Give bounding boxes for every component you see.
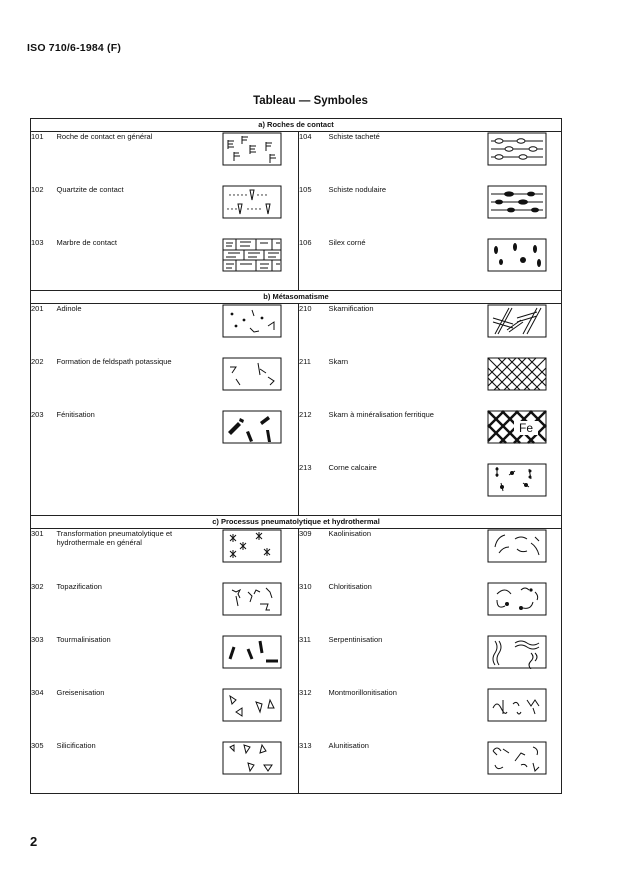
symbol-box — [207, 410, 299, 463]
symbol-box — [474, 132, 562, 185]
symbol-code: 305 — [31, 741, 57, 794]
contact-marble-icon — [222, 238, 282, 272]
adinole-icon — [222, 304, 282, 338]
silicification-icon — [222, 741, 282, 775]
symbol-code: 302 — [31, 582, 57, 635]
table-row — [31, 304, 562, 357]
symbol-label: Alunitisation — [328, 740, 369, 750]
potassic-feldspar-icon — [222, 357, 282, 391]
symbol-code: 310 — [299, 581, 312, 591]
skarnification-icon — [487, 304, 547, 338]
symbol-box — [207, 582, 299, 635]
symbol-code — [31, 463, 57, 516]
symbol-label: Tourmalinisation — [56, 634, 111, 644]
symbol-box — [207, 357, 299, 410]
symbol-box — [474, 238, 562, 291]
symbol-code: 212 — [299, 409, 312, 419]
symbol-code: 309 — [299, 529, 312, 538]
table-row — [31, 582, 562, 635]
symbol-label: Skarn — [328, 356, 349, 366]
fenitisation-icon — [222, 410, 282, 444]
symbol-box — [207, 132, 299, 185]
symbol-box — [474, 635, 562, 688]
topazification-icon — [222, 582, 282, 616]
symbol-box — [474, 304, 562, 357]
table-row — [31, 529, 562, 582]
symbol-box — [207, 185, 299, 238]
symbol-label: Serpentinisation — [328, 634, 383, 644]
page-number: 2 — [30, 834, 38, 849]
ferritic-skarn-icon — [487, 410, 547, 444]
symbol-box — [474, 582, 562, 635]
symbol-code: 203 — [31, 410, 57, 463]
spotted-schist-icon — [487, 132, 547, 166]
chloritisation-icon — [487, 582, 547, 616]
alunitisation-icon — [487, 741, 547, 775]
symbol-label: Adinole — [56, 304, 82, 313]
symbol-box — [474, 410, 562, 463]
symbol-label: Corne calcaire — [328, 462, 377, 472]
document-header: ISO 710/6-1984 (F) — [27, 42, 122, 54]
symbol-code: 210 — [299, 304, 312, 313]
symbol-code: 103 — [31, 238, 57, 291]
calc-hornfels-icon — [487, 463, 547, 497]
symbol-box — [207, 304, 299, 357]
symbol-code: 303 — [31, 635, 57, 688]
symbol-label: Transformation pneumatolytique et hydrothermale en général — [56, 529, 173, 548]
symbol-box — [474, 463, 562, 516]
symbol-box — [207, 463, 299, 516]
symbol-label: Schiste nodulaire — [328, 184, 387, 194]
symbol-code: 304 — [31, 688, 57, 741]
symbol-label: Marbre de contact — [56, 237, 117, 247]
symbol-box — [207, 635, 299, 688]
table-row — [31, 132, 562, 185]
symbols-table — [30, 118, 562, 794]
table-row — [31, 410, 562, 463]
montmorillonitisation-icon — [487, 688, 547, 722]
section-heading: c) Processus pneumatolytique et hydrothermal — [31, 516, 562, 529]
symbol-label: Topazification — [56, 581, 102, 591]
symbol-label: Fénitisation — [56, 409, 95, 419]
symbol-code: 106 — [299, 237, 312, 247]
tourmalinisation-icon — [222, 635, 282, 669]
symbol-label: Quartzite de contact — [56, 184, 124, 194]
symbol-label: Silex corné — [328, 237, 366, 247]
section-heading: b) Métasomatisme — [31, 291, 562, 304]
symbol-box — [474, 529, 562, 582]
symbol-code: 102 — [31, 185, 57, 238]
symbol-code: 105 — [299, 184, 312, 194]
symbol-code: 311 — [299, 634, 311, 644]
symbol-code: 201 — [31, 304, 57, 357]
symbol-label: Roche de contact en général — [56, 132, 153, 141]
table-row — [31, 238, 562, 291]
symbol-code: 301 — [31, 529, 57, 582]
symbol-box — [474, 357, 562, 410]
symbol-label: Schiste tacheté — [328, 132, 380, 141]
symbol-label: Chloritisation — [328, 581, 372, 591]
table-row — [31, 185, 562, 238]
symbol-box — [207, 688, 299, 741]
symbol-label: Skarnification — [328, 304, 374, 313]
symbol-label: Formation de feldspath potassique — [56, 356, 172, 366]
symbol-label: Greisenisation — [56, 687, 105, 697]
contact-rock-icon — [222, 132, 282, 166]
symbol-label: Montmorillonitisation — [328, 687, 397, 697]
table-bottom-rule — [31, 794, 562, 795]
table-row — [31, 688, 562, 741]
symbol-box — [207, 238, 299, 291]
symbol-label: Skarn à minéralisation ferritique — [328, 409, 434, 419]
skarn-icon — [487, 357, 547, 391]
symbol-code: 211 — [299, 356, 311, 366]
table-row — [31, 463, 562, 516]
section-heading: a) Roches de contact — [31, 119, 562, 132]
symbol-code: 313 — [299, 740, 312, 750]
serpentinisation-icon — [487, 635, 547, 669]
symbol-code: 213 — [299, 462, 312, 472]
hornstone-icon — [487, 238, 547, 272]
symbol-box — [207, 741, 299, 794]
symbol-box — [207, 529, 299, 582]
symbol-code: 104 — [299, 132, 312, 141]
symbol-box — [474, 741, 562, 794]
symbol-code: 202 — [31, 357, 57, 410]
symbol-label: Kaolinisation — [328, 529, 372, 538]
symbol-box — [474, 185, 562, 238]
symbol-code: 101 — [31, 132, 57, 185]
symbol-label: Silicification — [56, 740, 96, 750]
icon-text: Fe — [519, 420, 534, 435]
table-row — [31, 741, 562, 794]
kaolinisation-icon — [487, 529, 547, 563]
pneumatolytic-icon — [222, 529, 282, 563]
symbol-label — [57, 463, 207, 516]
table-title: Tableau — Symboles — [253, 95, 368, 107]
table-row — [31, 635, 562, 688]
symbol-box — [474, 688, 562, 741]
nodular-schist-icon — [487, 185, 547, 219]
contact-quartzite-icon — [222, 185, 282, 219]
greisenisation-icon — [222, 688, 282, 722]
table-row — [31, 357, 562, 410]
symbol-code: 312 — [299, 687, 312, 697]
